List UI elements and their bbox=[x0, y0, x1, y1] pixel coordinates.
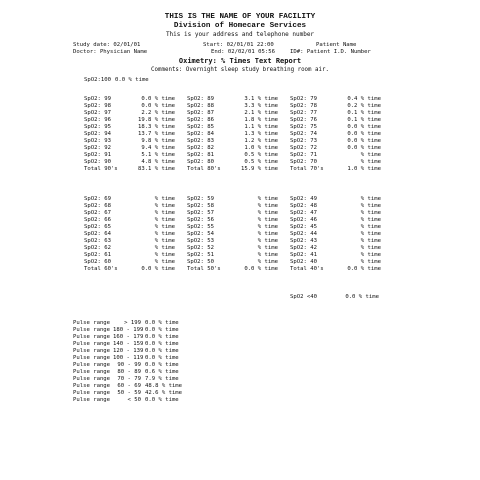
table-row bbox=[0, 259, 480, 266]
spo2-label: SpO2: 50 bbox=[187, 259, 214, 265]
table-row bbox=[0, 231, 480, 238]
pulse-label: Pulse range bbox=[73, 376, 111, 382]
pulse-value: 0.0 % time bbox=[145, 327, 179, 333]
pulse-row bbox=[0, 348, 480, 355]
spo2-value: % time bbox=[154, 224, 175, 230]
spo2-label: SpO2: 67 bbox=[84, 210, 111, 216]
spo2-label: SpO2: 63 bbox=[84, 238, 111, 244]
spo2-label: SpO2: 58 bbox=[187, 203, 214, 209]
facility-name: THIS IS THE NAME OF YOUR FACILITY bbox=[164, 13, 316, 21]
spo2-100-row bbox=[0, 77, 480, 84]
spo2-value: 1.3 % time bbox=[244, 131, 278, 137]
study-start: Start: 02/01/01 22:00 bbox=[203, 42, 274, 48]
spo2-value: 0.0 % time bbox=[347, 266, 381, 272]
spo2-label: SpO2: 95 bbox=[84, 124, 111, 130]
spo2-value: % time bbox=[257, 238, 278, 244]
pulse-range: 70 - 79 bbox=[117, 376, 141, 382]
table-row bbox=[0, 145, 480, 152]
spo2-value: 0.1 % time bbox=[347, 110, 381, 116]
spo2-value: 4.8 % time bbox=[141, 159, 175, 165]
spo2-value: 18.3 % time bbox=[137, 124, 175, 130]
spo2-value: 1.8 % time bbox=[244, 117, 278, 123]
table-row bbox=[0, 217, 480, 224]
spo2-label: SpO2: 44 bbox=[290, 231, 317, 237]
table-row bbox=[0, 203, 480, 210]
spo2-value: % time bbox=[154, 259, 175, 265]
spo2-label: SpO2: 74 bbox=[290, 131, 317, 137]
spo2-label: SpO2: 91 bbox=[84, 152, 111, 158]
spo2-label: SpO2: 49 bbox=[290, 196, 317, 202]
spo2-value: 0.0 % time bbox=[141, 266, 175, 272]
pulse-range: 140 - 159 bbox=[113, 341, 144, 347]
spo2-value: % time bbox=[257, 252, 278, 258]
spo2-value: % time bbox=[257, 245, 278, 251]
spo2-value: % time bbox=[360, 231, 381, 237]
spo2-value: % time bbox=[360, 217, 381, 223]
spo2-label: SpO2: 66 bbox=[84, 217, 111, 223]
table-row bbox=[0, 245, 480, 252]
spo2-value: 9.8 % time bbox=[141, 138, 175, 144]
total-row bbox=[0, 266, 480, 273]
pulse-value: 0.0 % time bbox=[145, 362, 179, 368]
spo2-value: 0.0 % time bbox=[345, 294, 379, 300]
spo2-label: SpO2: 94 bbox=[84, 131, 111, 137]
study-date: Study date: 02/01/01 bbox=[73, 42, 141, 48]
spo2-value: % time bbox=[360, 210, 381, 216]
spo2-value: 0.5 % time bbox=[244, 152, 278, 158]
pulse-label: Pulse range bbox=[73, 383, 111, 389]
spo2-label: SpO2: 55 bbox=[187, 224, 214, 230]
spo2-value: % time bbox=[360, 259, 381, 265]
pulse-row bbox=[0, 369, 480, 376]
spo2-value: % time bbox=[360, 252, 381, 258]
spo2-label: SpO2: 64 bbox=[84, 231, 111, 237]
spo2-value: 1.0 % time bbox=[347, 166, 381, 172]
pulse-label: Pulse range bbox=[73, 362, 111, 368]
pulse-label: Pulse range bbox=[73, 369, 111, 375]
table-row bbox=[0, 103, 480, 110]
spo2-label: SpO2: 62 bbox=[84, 245, 111, 251]
spo2-label: SpO2: 96 bbox=[84, 117, 111, 123]
spo2-value: 0.0 % time bbox=[244, 266, 278, 272]
pulse-range: 90 - 99 bbox=[117, 362, 141, 368]
spo2-label: SpO2: 93 bbox=[84, 138, 111, 144]
pulse-range: 120 - 139 bbox=[113, 348, 144, 354]
pulse-label: Pulse range bbox=[73, 327, 111, 333]
spo2-label: SpO2: 52 bbox=[187, 245, 214, 251]
spo2-label: SpO2: 68 bbox=[84, 203, 111, 209]
pulse-row bbox=[0, 327, 480, 334]
pulse-range: 180 - 199 bbox=[113, 327, 144, 333]
patient-id: ID#: Patient I.D. Number bbox=[290, 49, 371, 55]
total-row bbox=[0, 166, 480, 173]
spo2-value: 1.0 % time bbox=[244, 145, 278, 151]
facility-address: This is your address and telephone number bbox=[165, 31, 315, 38]
spo2-value: 0.1 % time bbox=[347, 117, 381, 123]
division-name: Division of Homecare Services bbox=[173, 22, 307, 30]
pulse-value: 48.8 % time bbox=[145, 383, 183, 389]
table-row bbox=[0, 224, 480, 231]
pulse-label: Pulse range bbox=[73, 348, 111, 354]
report-title: Oximetry: % Times Text Report bbox=[178, 57, 302, 65]
pulse-value: 7.9 % time bbox=[145, 376, 179, 382]
spo2-label: SpO2: 53 bbox=[187, 238, 214, 244]
pulse-label: Pulse range bbox=[73, 334, 111, 340]
spo2-label: SpO2: 85 bbox=[187, 124, 214, 130]
spo2-label: SpO2: 45 bbox=[290, 224, 317, 230]
spo2-value: % time bbox=[154, 245, 175, 251]
pulse-row bbox=[0, 334, 480, 341]
spo2-below40-row bbox=[0, 294, 480, 301]
table-row bbox=[0, 252, 480, 259]
spo2-label: SpO2:100 bbox=[84, 77, 111, 83]
spo2-value: % time bbox=[360, 245, 381, 251]
pulse-row bbox=[0, 355, 480, 362]
pulse-range: 80 - 89 bbox=[117, 369, 141, 375]
spo2-value: 0.0 % time bbox=[347, 131, 381, 137]
table-row bbox=[0, 152, 480, 159]
spo2-value: % time bbox=[360, 152, 381, 158]
table-row bbox=[0, 238, 480, 245]
spo2-value: 83.1 % time bbox=[137, 166, 175, 172]
spo2-value: % time bbox=[154, 252, 175, 258]
spo2-label: SpO2 <40 bbox=[290, 294, 317, 300]
table-row bbox=[0, 159, 480, 166]
spo2-value: 0.2 % time bbox=[347, 103, 381, 109]
spo2-label: SpO2: 77 bbox=[290, 110, 317, 116]
table-row bbox=[0, 196, 480, 203]
spo2-label: Total 80's bbox=[187, 166, 221, 172]
spo2-value: 0.0 % time bbox=[115, 77, 149, 83]
spo2-value: 13.7 % time bbox=[137, 131, 175, 137]
pulse-row bbox=[0, 397, 480, 404]
spo2-label: SpO2: 83 bbox=[187, 138, 214, 144]
spo2-label: Total 40's bbox=[290, 266, 324, 272]
report-comments: Comments: Overnight sleep study breathing room air. bbox=[151, 67, 329, 73]
spo2-label: SpO2: 65 bbox=[84, 224, 111, 230]
spo2-value: 9.4 % time bbox=[141, 145, 175, 151]
spo2-label: SpO2: 61 bbox=[84, 252, 111, 258]
spo2-label: SpO2: 79 bbox=[290, 96, 317, 102]
spo2-value: % time bbox=[360, 203, 381, 209]
spo2-label: SpO2: 56 bbox=[187, 217, 214, 223]
pulse-value: 0.0 % time bbox=[145, 341, 179, 347]
pulse-row bbox=[0, 341, 480, 348]
spo2-label: SpO2: 78 bbox=[290, 103, 317, 109]
spo2-label: SpO2: 75 bbox=[290, 124, 317, 130]
pulse-value: 0.0 % time bbox=[145, 320, 179, 326]
spo2-value: 5.1 % time bbox=[141, 152, 175, 158]
pulse-row bbox=[0, 362, 480, 369]
spo2-value: % time bbox=[154, 210, 175, 216]
spo2-label: SpO2: 46 bbox=[290, 217, 317, 223]
spo2-value: % time bbox=[154, 238, 175, 244]
spo2-label: SpO2: 76 bbox=[290, 117, 317, 123]
spo2-value: % time bbox=[257, 196, 278, 202]
pulse-range: > 199 bbox=[124, 320, 141, 326]
pulse-value: 0.6 % time bbox=[145, 369, 179, 375]
spo2-value: % time bbox=[154, 231, 175, 237]
spo2-label: Total 60's bbox=[84, 266, 118, 272]
spo2-value: % time bbox=[154, 196, 175, 202]
pulse-row bbox=[0, 320, 480, 327]
spo2-value: % time bbox=[257, 210, 278, 216]
spo2-label: SpO2: 57 bbox=[187, 210, 214, 216]
spo2-label: SpO2: 82 bbox=[187, 145, 214, 151]
pulse-row bbox=[0, 383, 480, 390]
spo2-value: 19.8 % time bbox=[137, 117, 175, 123]
spo2-label: SpO2: 72 bbox=[290, 145, 317, 151]
spo2-value: 0.0 % time bbox=[347, 124, 381, 130]
pulse-range: 50 - 59 bbox=[117, 390, 141, 396]
spo2-value: 0.0 % time bbox=[347, 138, 381, 144]
pulse-range: 160 - 179 bbox=[113, 334, 144, 340]
spo2-label: SpO2: 92 bbox=[84, 145, 111, 151]
spo2-value: 0.0 % time bbox=[347, 145, 381, 151]
spo2-value: % time bbox=[257, 203, 278, 209]
spo2-value: 2.1 % time bbox=[244, 110, 278, 116]
spo2-value: 15.9 % time bbox=[240, 166, 278, 172]
pulse-range: 100 - 119 bbox=[113, 355, 144, 361]
spo2-value: % time bbox=[257, 217, 278, 223]
spo2-value: 0.0 % time bbox=[141, 96, 175, 102]
spo2-label: SpO2: 59 bbox=[187, 196, 214, 202]
spo2-label: SpO2: 88 bbox=[187, 103, 214, 109]
pulse-value: 42.6 % time bbox=[145, 390, 183, 396]
table-row bbox=[0, 131, 480, 138]
spo2-label: SpO2: 71 bbox=[290, 152, 317, 158]
spo2-label: SpO2: 81 bbox=[187, 152, 214, 158]
spo2-label: SpO2: 80 bbox=[187, 159, 214, 165]
spo2-label: SpO2: 99 bbox=[84, 96, 111, 102]
pulse-row bbox=[0, 376, 480, 383]
pulse-label: Pulse range bbox=[73, 397, 111, 403]
spo2-value: % time bbox=[360, 224, 381, 230]
spo2-label: SpO2: 90 bbox=[84, 159, 111, 165]
spo2-label: SpO2: 41 bbox=[290, 252, 317, 258]
spo2-value: % time bbox=[257, 224, 278, 230]
spo2-label: SpO2: 70 bbox=[290, 159, 317, 165]
spo2-value: 2.2 % time bbox=[141, 110, 175, 116]
pulse-value: 0.0 % time bbox=[145, 355, 179, 361]
spo2-label: SpO2: 40 bbox=[290, 259, 317, 265]
spo2-label: SpO2: 60 bbox=[84, 259, 111, 265]
pulse-value: 0.0 % time bbox=[145, 348, 179, 354]
spo2-value: 3.1 % time bbox=[244, 96, 278, 102]
spo2-label: SpO2: 73 bbox=[290, 138, 317, 144]
spo2-label: SpO2: 97 bbox=[84, 110, 111, 116]
spo2-label: SpO2: 84 bbox=[187, 131, 214, 137]
spo2-label: SpO2: 86 bbox=[187, 117, 214, 123]
spo2-value: % time bbox=[360, 159, 381, 165]
spo2-label: SpO2: 51 bbox=[187, 252, 214, 258]
spo2-value: % time bbox=[360, 238, 381, 244]
spo2-label: SpO2: 69 bbox=[84, 196, 111, 202]
spo2-value: % time bbox=[154, 203, 175, 209]
spo2-value: 0.5 % time bbox=[244, 159, 278, 165]
spo2-label: Total 50's bbox=[187, 266, 221, 272]
pulse-row bbox=[0, 390, 480, 397]
patient-name: Patient Name bbox=[316, 42, 357, 48]
table-row bbox=[0, 117, 480, 124]
doctor-name: Doctor: Physician Name bbox=[73, 49, 148, 55]
pulse-label: Pulse range bbox=[73, 390, 111, 396]
pulse-value: 0.0 % time bbox=[145, 334, 179, 340]
table-row bbox=[0, 110, 480, 117]
table-row bbox=[0, 124, 480, 131]
pulse-label: Pulse range bbox=[73, 355, 111, 361]
pulse-label: Pulse range bbox=[73, 341, 111, 347]
spo2-value: 0.0 % time bbox=[141, 103, 175, 109]
spo2-value: 1.1 % time bbox=[244, 124, 278, 130]
pulse-value: 0.0 % time bbox=[145, 397, 179, 403]
study-end: End: 02/02/01 05:56 bbox=[211, 49, 275, 55]
spo2-value: % time bbox=[257, 231, 278, 237]
pulse-range: < 50 bbox=[127, 397, 141, 403]
table-row bbox=[0, 138, 480, 145]
spo2-value: 1.2 % time bbox=[244, 138, 278, 144]
spo2-label: SpO2: 98 bbox=[84, 103, 111, 109]
spo2-label: SpO2: 48 bbox=[290, 203, 317, 209]
spo2-label: SpO2: 42 bbox=[290, 245, 317, 251]
table-row bbox=[0, 210, 480, 217]
spo2-label: SpO2: 87 bbox=[187, 110, 214, 116]
spo2-label: SpO2: 89 bbox=[187, 96, 214, 102]
spo2-label: SpO2: 47 bbox=[290, 210, 317, 216]
spo2-value: % time bbox=[154, 217, 175, 223]
spo2-value: 3.3 % time bbox=[244, 103, 278, 109]
spo2-value: % time bbox=[257, 259, 278, 265]
pulse-range: 60 - 69 bbox=[117, 383, 141, 389]
pulse-label: Pulse range bbox=[73, 320, 111, 326]
spo2-value: % time bbox=[360, 196, 381, 202]
spo2-label: SpO2: 54 bbox=[187, 231, 214, 237]
spo2-label: Total 70's bbox=[290, 166, 324, 172]
spo2-label: Total 90's bbox=[84, 166, 118, 172]
spo2-label: SpO2: 43 bbox=[290, 238, 317, 244]
table-row bbox=[0, 96, 480, 103]
spo2-value: 0.4 % time bbox=[347, 96, 381, 102]
